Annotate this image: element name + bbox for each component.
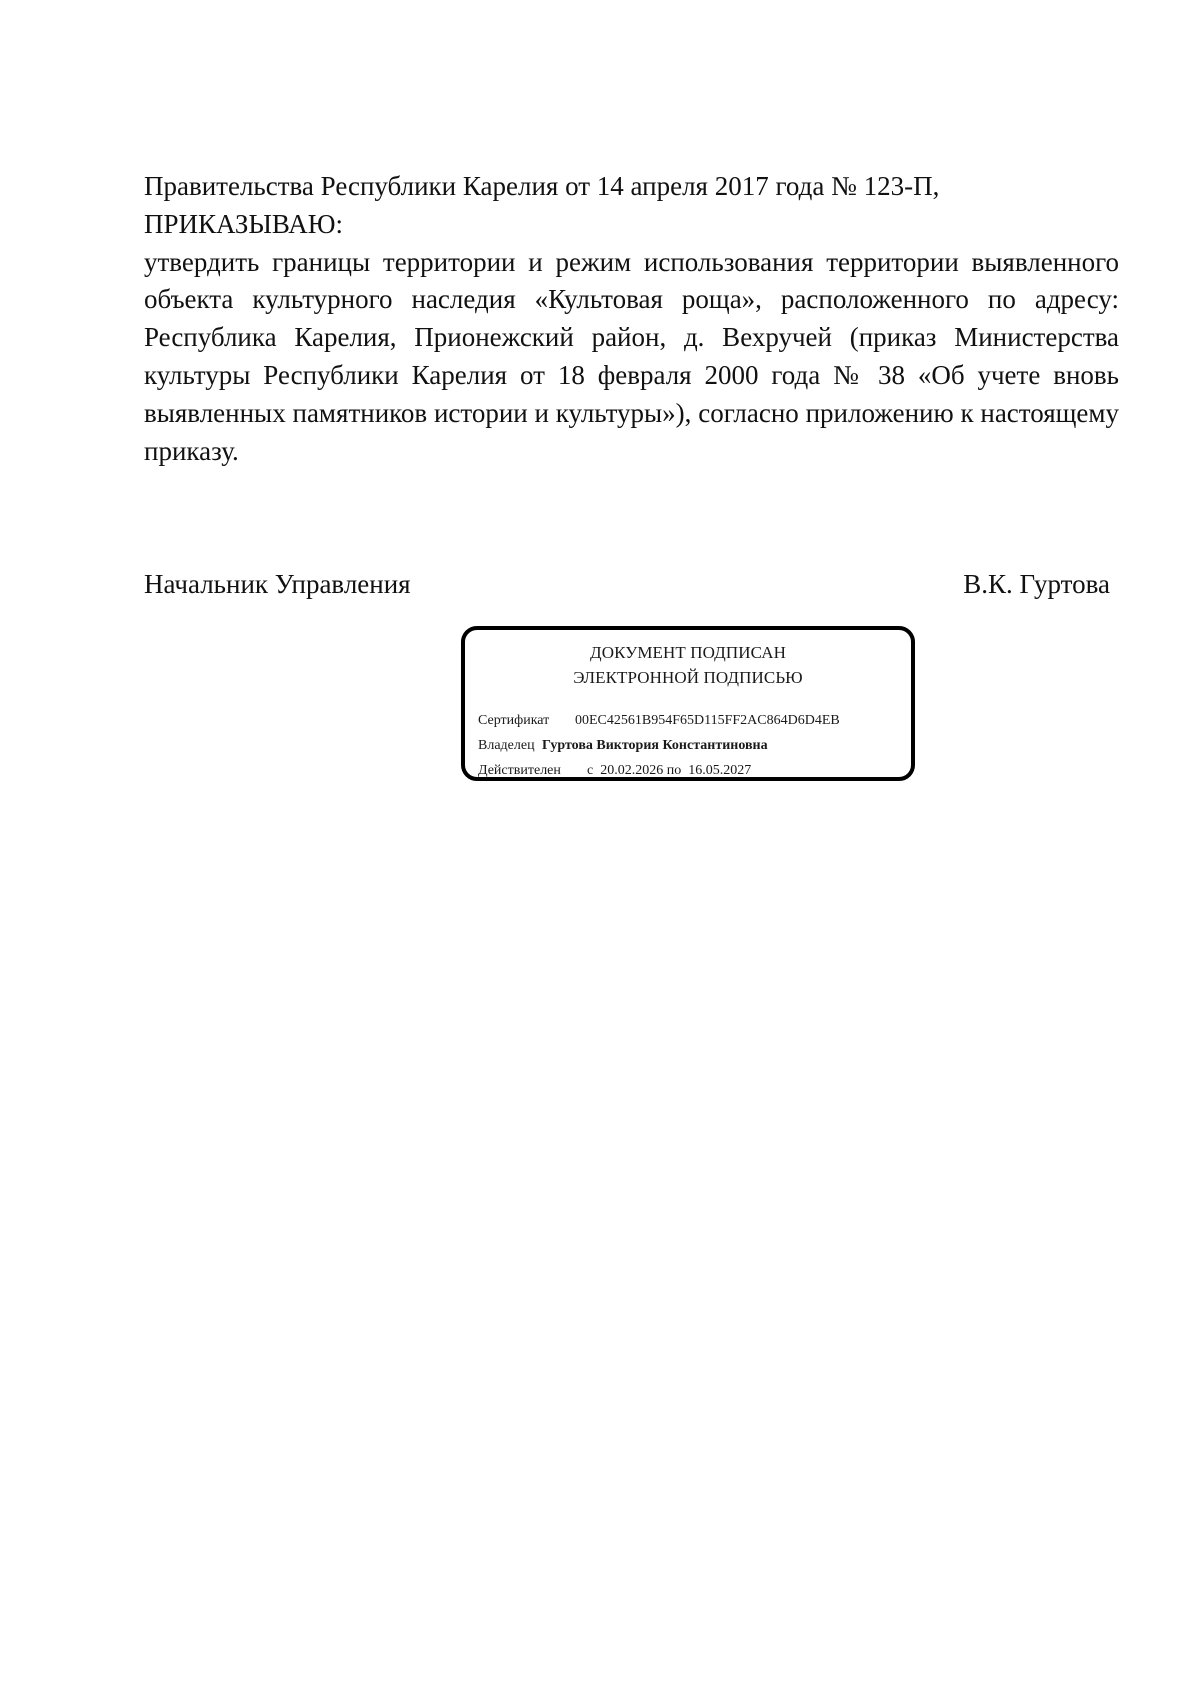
stamp-details: [478, 708, 908, 783]
validity-label: Действителен: [478, 763, 561, 778]
owner-label: Владелец: [478, 738, 535, 753]
order-body: [144, 168, 1119, 470]
electronic-signature-stamp: [461, 626, 915, 781]
owner-value: Гуртова Виктория Константиновна: [542, 738, 768, 753]
stamp-certificate-row: [478, 708, 908, 733]
stamp-header: [465, 640, 911, 690]
stamp-owner-row: [478, 733, 908, 758]
stamp-header-line2: ЭЛЕКТРОННОЙ ПОДПИСЬЮ: [573, 668, 803, 687]
certificate-value: 00EC42561B954F65D115FF2AC864D6D4EB: [575, 713, 840, 728]
certificate-label: Сертификат: [478, 713, 550, 728]
stamp-validity-row: [478, 758, 908, 783]
order-directive: ПРИКАЗЫВАЮ:: [144, 208, 343, 239]
signer-position: Начальник Управления: [144, 569, 411, 599]
signature-block: [144, 566, 1110, 606]
stamp-header-line1: ДОКУМЕНТ ПОДПИСАН: [590, 643, 786, 662]
validity-value: с 20.02.2026 по 16.05.2027: [587, 763, 752, 778]
order-text-paragraph: утвердить границы территории и режим использования территории выявленного объекта культурного наследия «Культовая роща», расположенного по адресу: Республика Карелия, Прионежский район, д. Вехручей (приказ Министерства культуры Республики Карелия от 18 февраля 2000 года № 38 «Об учете вновь выявленных памятников истории и культуры»), согласно приложению к настоящему приказу.: [144, 246, 1119, 466]
preamble-paragraph: Правительства Республики Карелия от 14 апреля 2017 года № 123-П,: [144, 171, 940, 201]
signer-name: В.К. Гуртова: [963, 569, 1110, 599]
